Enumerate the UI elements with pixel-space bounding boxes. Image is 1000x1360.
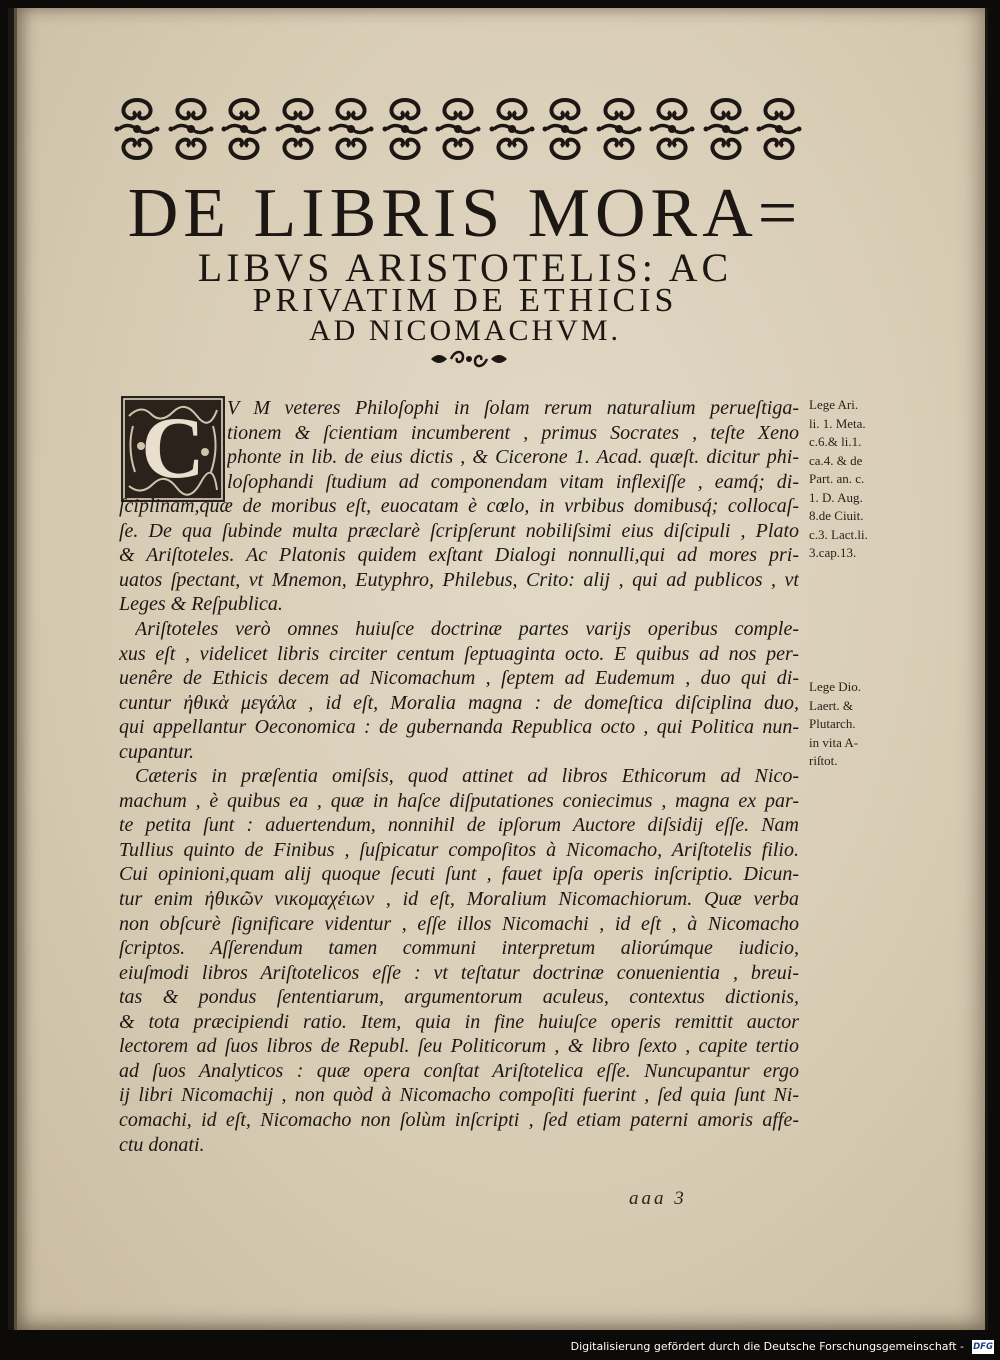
ornament-unit — [648, 96, 696, 162]
margin-note-line: c.3. Lact.li. — [809, 526, 868, 542]
text-line: Leges & Reſpublica. — [119, 593, 283, 616]
text-line: non obſcurè ſignificare videntur , eſſe illos Nicomachi , id eſt , à Nicomacho — [119, 912, 799, 935]
margin-note-line: Part. an. c. — [809, 471, 865, 486]
title-line-4: AD NICOMACHVM. — [308, 314, 621, 347]
text-line: Tullius quinto de Finibus , ſuſpicatur compoſitos à Nicomacho, Ariſtotelis filio. — [119, 838, 799, 861]
ornament-unit — [541, 96, 589, 162]
text-line: ſciplinam,quæ de moribus eſt, euocatam è cœlo, in vrbibus domibusq́; collocaſ- — [119, 495, 799, 518]
text-line: & tota præcipiendi ratio. Item, quia in fine huiuſce operis remittit auctor — [119, 1010, 799, 1033]
text-line: tionem & ſcientiam incumberent , primus Socrates , teſte Xeno — [227, 421, 799, 444]
margin-note-line: 8.de Ciuit. — [809, 508, 864, 523]
ornament-unit — [381, 96, 429, 162]
text-line: ctu donati. — [119, 1133, 205, 1156]
decorated-initial — [121, 396, 225, 502]
text-line: eiuſmodi libros Ariſtotelicos eſſe : vt teſtatur doctrinæ conuenientia , breui- — [119, 961, 799, 984]
ornament-unit — [702, 96, 750, 162]
text-line: machum , è quibus ea , quæ in haſce diſputationes coniecimus , magna ex par- — [119, 789, 799, 812]
ornament-unit — [327, 96, 375, 162]
margin-note-line: in vita A- — [809, 734, 859, 750]
headpiece-ornament — [113, 94, 803, 164]
text-line: tur enim ἠθικῶν νικομαχέιων , id eſt, Moralium Nicomachiorum. Quæ verba — [119, 888, 799, 910]
margin-note-line: riſtot. — [809, 753, 838, 768]
text-line: ſe. De qua ſubinde multa præclarè ſcripſerunt nobiliſsimi eius diſcipuli , Plato — [119, 519, 799, 542]
text-line: tas & pondus ſententiarum, argumentorum aculeus, contextus dictionis, — [119, 986, 799, 1009]
book-page — [14, 8, 985, 1330]
dfg-logo: DFG — [973, 1341, 993, 1352]
text-line: lectorem ad ſuos libros de Republ. ſeu Politicorum , & libro ſexto , capite tertio — [119, 1035, 799, 1058]
text-line: cuntur ἠθικὰ μεγάλα , id eſt, Moralia magna : de domeſtica diſciplina duo, — [119, 691, 799, 714]
title-line-2: LIBVS ARISTOTELIS: AC — [197, 245, 733, 290]
ornament-unit — [755, 96, 803, 162]
margin-note-line: ca.4. & de — [809, 452, 863, 468]
text-line: xus eſt , videlicet libris circiter centum ſeptuaginta octo. E quibus ad nos per- — [119, 642, 799, 665]
fleuron-ornament — [429, 348, 509, 370]
footer-bar — [0, 1333, 1000, 1360]
ornament-unit — [434, 96, 482, 162]
dropcap-letter: C — [141, 400, 205, 497]
text-line: cupantur. — [119, 740, 194, 763]
margin-note-line: c.6.& li.1. — [809, 434, 862, 449]
margin-note-line: Laert. & — [809, 697, 854, 713]
margin-note-line: li. 1. Meta. — [809, 415, 866, 431]
text-line: V M veteres Philoſophi in ſolam rerum naturalium perueſtiga- — [227, 397, 799, 419]
text-line: Cui opinioni,quam alij quoque ſecuti ſunt , fauet ipſa operis inſcriptio. Dicun- — [119, 863, 799, 886]
text-line: ij libri Nicomachij , non quòd à Nicomacho compoſiti fuerint , ſed quia ſunt Ni- — [119, 1084, 799, 1107]
text-line: ad ſuos Analyticos : quæ opera conſtat Ariſtotelica eſſe. Nuncupantur ergo — [119, 1059, 799, 1082]
text-line: Ariſtoteles verò omnes huiuſce doctrinæ partes varijs operibus comple- — [135, 617, 799, 640]
margin-note-line: 3.cap.13. — [809, 545, 857, 560]
margin-note-line: Plutarch. — [809, 716, 856, 731]
ornament-unit — [595, 96, 643, 162]
title-line-3: PRIVATIM DE ETHICIS — [252, 282, 678, 319]
title-line-1: DE LIBRIS MORA= — [127, 175, 803, 252]
scanned-page-frame — [8, 8, 988, 1330]
text-line: Cæteris in præſentia omiſsis, quod attinet ad libros Ethicorum ad Nico- — [135, 765, 799, 788]
margin-note-line: Lege Ari. — [809, 397, 859, 412]
margin-note-line: Lege Dio. — [809, 679, 861, 694]
ornament-unit — [220, 96, 268, 162]
ornament-unit — [274, 96, 322, 162]
text-line: uatos ſpectant, vt Mnemon, Eutyphro, Philebus, Crito: alij , qui ad publicos , vt — [119, 568, 799, 591]
text-line: comachi, id eſt, Nicomacho non ſolùm inſcripti , ſed etiam paterni amoris affe- — [119, 1108, 799, 1131]
margin-note-line: 1. D. Aug. — [809, 489, 863, 505]
ornament-unit — [488, 96, 536, 162]
footer-credit-text: Digitalisierung gefördert durch die Deutsche Forschungsgemeinschaft - — [570, 1340, 964, 1353]
ornament-unit — [113, 96, 161, 162]
text-line: & Ariſtoteles. Ac Platonis quidem exſtant Dialogi nonnulli,qui ad mores pri- — [119, 544, 799, 567]
ornament-unit — [167, 96, 215, 162]
text-line: qui appellantur Oeconomica : de gubernanda Republica octo , qui Politica nun- — [119, 716, 799, 739]
text-line: ſcriptos. Aſſerendum tamen communi interpretum aliorúmque iudicio, — [119, 937, 799, 960]
text-line: te petita ſunt : aduertendum, nonnihil de ipſorum Auctore diſsidij eſſe. Nam — [119, 814, 799, 837]
signature-mark: aaa 3 — [629, 1188, 687, 1209]
text-line: loſophandi ſtudium ad componendam vitam inflexiſſe , eamq́; di- — [227, 470, 799, 493]
text-line: phonte in lib. de eius dictis , & Cicerone 1. Acad. quæſt. dicitur phi- — [227, 446, 799, 469]
text-line: uenêre de Ethicis decem ad Nicomachum , ſeptem ad Eudemum , duo qui di- — [119, 667, 799, 690]
